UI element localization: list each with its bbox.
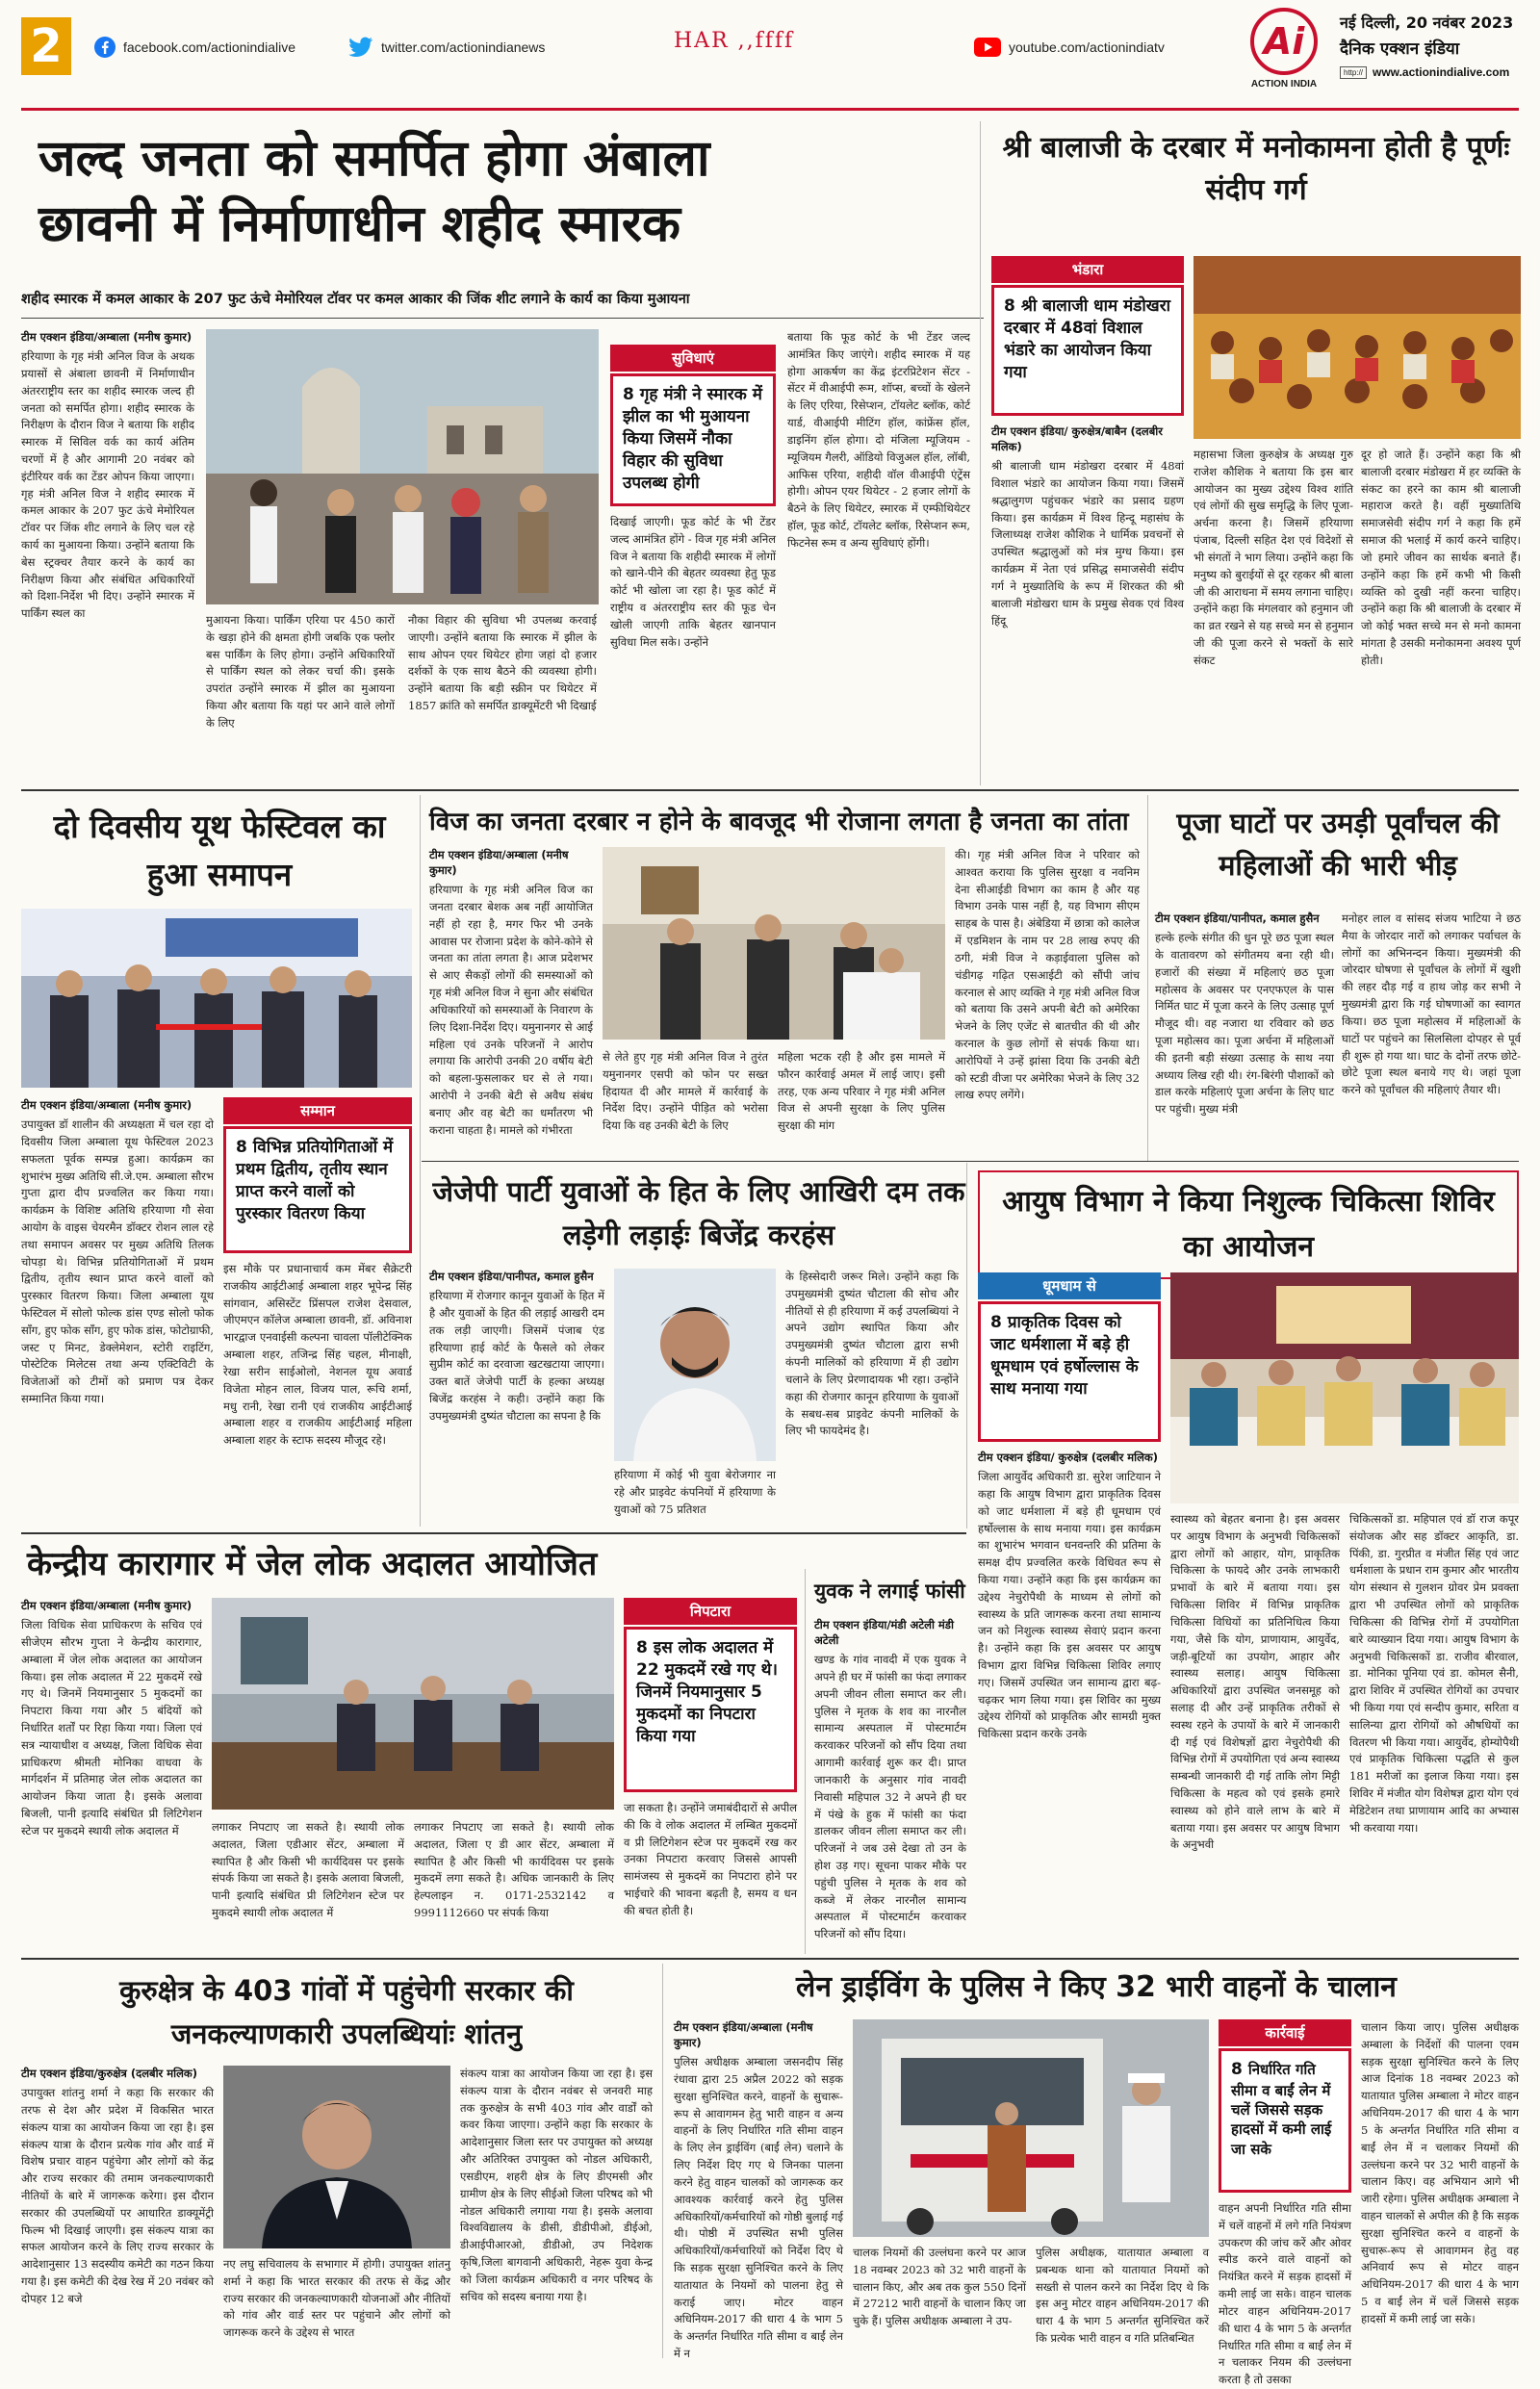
story1-body-2: मुआयना किया। पार्किंग एरिया पर 450 कारों के खड़ा होने की क्षमता होगी जबकि एक फ्लोर बस पार्किंग के लिए होगा। उन्होंने अधिकारियों से पार्किंग स्थल को लेकर चर्चा की। इसके उपरांत उन्होंने स्मारक में झील का मुआयना किया और बताया कि यहां पर आने वाले लोगों के लिए: [206, 613, 395, 730]
story10-headline: [38, 1969, 654, 2056]
story10-body-3: संकल्प यात्रा का आयोजन किया जा रहा है। इस संकल्प यात्रा के दौरान नवंबर से जनवरी माह तक कुरुक्षेत्र के सभी 403 गांव और वार्डों को कवर किया जाएगा। उन्होंने कहा कि सरकार के आदेशानुसार जिला स्तर पर उपायुक्त को अध्यक्ष और अतिरिक्त उपायुक्त को नोडल अधिकारी, एसडीएम, शहरी क्षेत्र के लिए डीएमसी और ग्रामीण क्षेत्र के लिए सीईओ जिला परिषद को भी नोडल अधिकारी लगाया गया है। इसके अलावा विश्वविद्यालय के डीसी, डीडीपीओ, डीईओ, डीआईपीआरओ, डीडीओ, उप निदेशक कृषि,जिला बागवानी अधिकारी, नेहरू युवा केन्द्र को जिला कार्यक्रम अधिकारी व नगर परिषद के सचिव को सदस्य बनाया गया है।: [460, 2067, 653, 2303]
story3-column-2: [223, 1261, 412, 1521]
story4-column-2: [603, 1049, 768, 1155]
story8-photo: [212, 1598, 614, 1810]
story1-column-5: [787, 329, 970, 780]
website-url: www.actionindialive.com: [1373, 65, 1510, 79]
twitter-icon: [348, 37, 373, 58]
column-divider: [420, 795, 421, 1527]
story7-pull-text: प्राकृतिक दिवस को जाट धर्मशाला में बड़े ही धूमधाम एवं हर्षोल्लास के साथ मनाया गया: [990, 1313, 1139, 1399]
memorial-inspection-photo: [206, 329, 599, 604]
browser-icon: http://: [1340, 66, 1367, 79]
story3-headline: दो दिवसीय यूथ फेस्टिवल का हुआ समापन: [53, 808, 386, 893]
column-divider: [662, 1964, 663, 2358]
story11-body-3: पुलिस अधीक्षक, यातायात अम्बाला व प्रबन्धक थाना को यातायात नियमों को सख्ती से पालन करने का निर्देश दिए थे कि इस अनु मोटर वाहन अधिनियम-2017 की धारा 4 के भाग 5 अन्तर्गत सुनिश्चित करें कि प्रत्येक भारी वाहन व गति प्रतिबन्धित: [1036, 2246, 1209, 2346]
section-rule-2: [422, 1161, 1519, 1162]
story3-pull-number: 8: [236, 1138, 247, 1157]
story7-body-2: स्वास्थ्य को बेहतर बनाना है। इस अवसर पर आयुष विभाग के अनुभवी चिकित्सकों द्वारा लोगों को आहार, योग, प्राकृतिक चिकित्सा के फायदे और उनके लाभकारी प्रभावों के बारे में बताया गया। इस चिकित्सा शिविर में विभिन्न प्राकृतिक चिकित्सा विधियों का प्रतिनिधित्व किया गया, जैसे कि योग, प्राणायाम, आयुर्वेद, जड़ी-बूटियों का उपयोग, आहार और स्वास्थ्य सलाह। आयुष चिकित्सा अधिकारियों द्वारा उपस्थित जनसमूह को सलाह दी और उन्हें प्राकृतिक तरीकों से स्वस्थ रहने के उपायों के बारे में जानकारी दी गई एवं विशेषज्ञों द्वारा नेचुरोपैथी की विभिन्न रोगों में उपयोगिता एवं अन्य स्वास्थ्य सम्बन्धी जानकारी दी गई ताकि लोग मिट्टी चिकित्सा के महत्व को एवं इसके हमारे स्वास्थ्य को होने वाले लाभ के बारे में बताया गया। इस अवसर पर आयुष विभाग के अनुभवी: [1170, 1512, 1340, 1852]
story11-body-2: चालक नियमों की उल्लंघना करने पर आज 18 नवम्बर 2023 को 32 भारी वाहनों के चालान किए, और अब तक कुल 550 दिनों में 27212 भारी वाहनों के चालान किए जा चुके हैं। पुलिस अधीक्षक अम्बाला ने उप-: [853, 2246, 1026, 2328]
logo-caption: ACTION INDIA: [1250, 79, 1318, 90]
story2-column-1: [991, 424, 1184, 780]
deputy-commissioner-portrait: [223, 2066, 450, 2248]
story2-pull-quote: [991, 285, 1184, 416]
story5-column-2: [1342, 911, 1521, 1155]
story9-column-1: [814, 1617, 966, 1946]
story1-headline: [38, 127, 1001, 257]
story4-body-4: की। गृह मंत्री अनिल विज ने परिवार को आश्वत कराया कि पुलिस सुरक्षा व नवनिम देना सीआईडी विभाग का काम है और यह विभाग उनके पास नहीं है, यह विभाग सीएम साहब के पास है। अंबेडिया में छात्रा को कालेज में एडमिशन के नाम पर 28 लाख रुपए की ठगी, मंत्री विज ने कड़ाईवाला पुलिस को चंडीगढ़ गढ़ित एसआईटी को सौंपी जांच करनाल से आए व्यक्ति ने गृह मंत्री अनिल विज को बताया कि उसने अपनी बेटी को अमेरिका भेजने के लिए एजेंट से बातचीत की थी और करनाल के कुछ लोगों से संपर्क किया था। आरोपियों ने उन्हें झांसा दिया कि उनकी बेटी को स्टडी वीजा पर अमेरिका भेजने के लिए 32 लाख रुपए लगेंगे।: [955, 848, 1140, 1102]
youtube-link[interactable]: [974, 37, 1165, 58]
story7-column-1: [978, 1450, 1161, 1950]
story7-body-1: जिला आयुर्वेद अधिकारी डा. सुरेश जाटियान ने कहा कि आयुष विभाग द्वारा प्राकृतिक दिवस को जाट धर्मशाला में बड़े ही धूमधाम एवं हर्षोल्लास के साथ मनाया गया। इस कार्यक्रम का शुभारंभ भगवान धनवन्तरि की प्रतिमा के समक्ष दीप प्रज्वलित करके विधिवत रूप से किया गया। उन्होंने कहा कि इस कार्यक्रम का उद्देश्य नेचुरोपैथी के माध्यम से लोगों को स्वास्थ्य के प्रति जागरूक करना तथा सामान्य जन को निशुल्क स्वास्थ्य सेवाएं प्रदान करना है। उन्होंने कहा कि इस अवसर पर आयुष विभाग द्वारा विभिन्न चिकित्सा शिविर लगाए गए। जिसमें उपस्थित जन सामान्य द्वारा बढ़-चढ़कर भाग लिया गया। इस शिविर का मुख्य उद्देश्य रोगियों को प्राकृतिक और सामग्री मुक्त चिकित्सा प्रदान करके उनके: [978, 1470, 1161, 1741]
story7-photo: [1170, 1272, 1519, 1503]
story1-subhead: शहीद स्मारक में कमल आकार के 207 फुट ऊंचे मेमोरियल टॉवर पर कमल आकार की जिंक शीट लगाने के कार्य का किया मुआयना: [21, 292, 690, 307]
story1-tag: सुविधाएं: [610, 345, 776, 372]
lok-adalat-photo: [212, 1598, 614, 1810]
story8-column-2: [212, 1819, 404, 1946]
story10-byline: टीम एक्शन इंडिया/कुरुक्षेत्र (दलबीर मलिक): [21, 2067, 198, 2080]
story11-column-1: [674, 2019, 843, 2360]
story2-column-3: [1361, 447, 1521, 780]
story7-byline: टीम एक्शन इंडिया/ कुरुक्षेत्र (दलबीर मलिक): [978, 1451, 1159, 1464]
story2-column-2: [1194, 447, 1353, 780]
twitter-link[interactable]: [348, 37, 545, 58]
story8-column-4: [624, 1800, 797, 1946]
story1-column-2: [206, 612, 395, 780]
ayush-camp-photo: [1170, 1272, 1519, 1503]
story11-headline: लेन ड्राईविंग के पुलिस ने किए 32 भारी वाहनों के चालान: [796, 1970, 1397, 2004]
facebook-url: facebook.com/actionindialive: [123, 39, 295, 55]
center-mark: HAR ,,ffff: [674, 29, 795, 53]
story1-photo: [206, 329, 599, 604]
story11-body-1: पुलिस अधीक्षक अम्बाला जसनदीप सिंह रंधावा द्वारा 25 अप्रैल 2022 को सड़क सुरक्षा सुनिश्चित करने, वाहनों के सुचारू-रूप से आवागमन हेतु भारी वाहन व अन्य वाहनों के लिए निर्धारित गति सीमा वाहन के लिए लेन ड्राईविंग (बाईं लेन) चलाने के लिए निर्देश दिए गए थे जिनका पालना करने हेतु वाहन चालकों को जागरूक कर आवश्यक कार्रवाई करने हेतु पुलिस अधिकारियों/कर्मचारियों को गोष्ठी बुलाई गई थी। पोष्ठी में उपस्थित सभी पुलिस अधिकारियों/कर्मचारियों को निर्देश दिए थे कि सड़क सुरक्षा सुनिश्चित करने के लिए यातायात के नियमों को पालना हेतु से कराई जाए। मोटर वाहन अधिनियम-2017 की धारा 4 के भाग 5 के अन्तर्गत निर्धारित गति सीमा व बाईं लेन में न: [674, 2055, 843, 2360]
masthead-rule: [21, 108, 1519, 111]
story1-byline: टीम एक्शन इंडिया/अम्बाला (मनीष कुमार): [21, 330, 192, 344]
story7-tag: धूमधाम से: [978, 1272, 1161, 1299]
story10-headline-line2: जनकल्याणकारी उपलब्धियांः शांतनु: [170, 2017, 523, 2050]
story7-pull-number: 8: [990, 1313, 1002, 1332]
story2-pull-number: 8: [1004, 296, 1015, 316]
story2-headline: श्री बालाजी के दरबार में मनोकामना होती है पूर्णः संदीप गर्ग: [1002, 131, 1510, 207]
column-divider: [966, 1163, 967, 1528]
story6-photo: [614, 1269, 776, 1461]
story1-headline-line1: जल्द जनता को समर्पित होगा अंबाला: [38, 130, 710, 188]
story1-column-3: [408, 612, 597, 780]
youtube-url: youtube.com/actionindiatv: [1009, 39, 1165, 55]
story6-body-3: के हिस्सेदारी जरूर मिले। उन्होंने कहा कि उपमुख्यमंत्री दुष्यंत चौटाला की सोच और नीतियों से ही हरियाणा में कई उपलब्धियां ने अपने उद्योग स्थापित किया और उपमुख्यमंत्री दुष्यंत चौटाला द्वारा सभी कंपनी मालिकों को हरियाणा में ही उद्योग चलाने के लिए प्रेरणादायक भी रहा। उन्होंने कहा की रोजगार कानून हरियाणा के युवाओं के सबध-सब प्राइवेट कंपनी मालिकों के लिए भी फायदेमंद है।: [785, 1270, 959, 1438]
story6-column-3: [785, 1269, 959, 1527]
section-rule-4: [21, 1958, 1519, 1960]
story3-tag: सम्मान: [223, 1097, 412, 1124]
traffic-challan-photo: [853, 2019, 1209, 2237]
story4-body-1: हरियाणा के गृह मंत्री अनिल विज का जनता दरबार बेशक अब नहीं आयोजित नहीं हो रहा है, मगर फिर भी उनके आवास पर रोजाना प्रदेश के कोने-कोने से जनता का तांता लगता है। आज प्रदेशभर से आए सैकड़ों लोगों की समस्याओं को गृह मंत्री अनिल विज ने सुना और संबंधित अधिकारियों को समस्याओं के निवारण के लिए दिशा-निर्देश दिए। यमुनानगर से आई महिला एवं उनके परिजनों ने आरोप लगाया कि आरोपी उनकी 20 वर्षीय बेटी को बहला-फुसलाकर घर से ले गया। आरोपी ने उनकी बेटी से अवैध संबंध बनाए और वह बेटी का धर्मांतरण भी कराना चाहता है। मामले को गंभीरता: [429, 883, 593, 1137]
youth-festival-photo: [21, 909, 412, 1088]
column-divider: [980, 121, 981, 785]
story7-headline: आयुष विभाग ने किया निशुल्क चिकित्सा शिविर का आयोजन: [978, 1170, 1519, 1279]
story4-body-2: से लेते हुए गृह मंत्री अनिल विज ने तुरंत यमुनानगर एसपी को फोन पर सख्त हिदायत दी और मामले में कार्रवाई के निर्देश दिए। उन्होंने पीड़ित को भरोसा दिया कि वह उनकी बेटी के लिए: [603, 1050, 768, 1133]
logo: [1242, 8, 1326, 104]
story6-body-1: हरियाणा में रोजगार कानून युवाओं के हित में है और युवाओं के हित की लड़ाई आखरी दम तक लड़ी जाएगी। जिसमें पंजाब एंड हरियाणा हाई कोर्ट के फैसले को लेकर सुप्रीम कोर्ट का दरवाजा खटखटाया जाएगा। उक्त बातें जेजेपी पार्टी के हल्का अध्यक्ष बिजेंद्र करहंस ने कही। उन्होंने कहा कि उपमुख्यमंत्री दुष्यंत चौटाला का सपना है कि: [429, 1289, 604, 1423]
story8-pull-text: इस लोक अदालत में 22 मुकदमें रखे गए थे। जिनमें नियमानुसार 5 मुकदमों का निपटारा किया गया: [636, 1638, 778, 1746]
story4-photo: [603, 847, 945, 1040]
portrait-photo: [614, 1269, 776, 1461]
section-rule-1: [21, 789, 1519, 791]
story9-body-1: खण्ड के गांव नावदी में एक युवक ने अपने ही घर में फांसी का फंदा लगाकर अपनी जीवन लीला समाप्त कर ली। पुलिस ने मृतक के शव का नारनौल सामान्य अस्पताल में पोस्टमार्टम करवाकर परिजनों को सौंप दिया तथा आगामी कार्रवाई शुरू कर दी। प्राप्त जानकारी के अनुसार गांव नावदी निवासी महिपाल 32 ने अपने ही घर में पंखे के हुक में फांसी का फंदा डालकर जीवन लीला समाप्त कर ली। परिजनों ने जब उसे देखा तो उन के होश उड़ गए। सूचना पाकर मौके पर पहुंची पुलिस ने मृतक के शव को कब्जे में लेकर नारनौल सामान्य अस्पताल में पोस्टमार्टम करवाकर परिजनों को सौंप दिया।: [814, 1653, 966, 1941]
story8-tag: निपटारा: [624, 1598, 797, 1625]
story6-column-2: [614, 1467, 776, 1527]
website-link[interactable]: [1340, 65, 1509, 79]
logo-mark: Ai: [1263, 20, 1305, 63]
story4-column-1: [429, 847, 593, 1155]
section-rule-3: [21, 1532, 966, 1534]
story8-body-2: लगाकर निपटाए जा सकते है। स्थायी लोक अदालत, जिला एडीआर सेंटर, अम्बाला में स्थापित है और किसी भी कार्यदिवस पर इसके संपर्क किया जा सकते है। इसके अलावा बिजली, पानी इत्यादि संबंधित प्री लिटिगेशन स्टेज पर मुकदमे स्थायी लोक अदालत में: [212, 1820, 404, 1920]
story1-headline-line2: छावनी में निर्माणाधीन शहीद स्मारक: [38, 194, 680, 253]
story3-photo: [21, 909, 412, 1088]
story11-pull-number: 8: [1231, 2060, 1243, 2079]
story6-byline: टीम एक्शन इंडिया/पानीपत, कमाल हुसैन: [429, 1270, 594, 1283]
story8-pull-quote: [624, 1627, 797, 1792]
story3-body-2: इस मौके पर प्रधानाचार्य कम मेंबर सैक्रेटरी राजकीय आईटीआई अम्बाला शहर भूपेन्द्र सिंह सांगवान, असिस्टेंट प्रिंसपल राजेश देसवाल, जीएमएन कॉलेज अम्बाला छावनी, डॉ. अविनाश भारद्वाज एनवाईसी कल्पना चावला पॉलीटेक्निक अम्बाला शहर, तजिन्द्र सिंह चहल, मीनाक्षी, रेखा सरीन साईओलो, नेशनल यूथ अवार्ड विजेता मोहन लाल, विजय पाल, रूचि शर्मा, मधु रानी, रेखा रानी एवं राजकीय आईटीआई अम्बाला शहर व राजकीय आईटीआई महिला अम्बाला शहर के स्टाफ सदस्य मौजूद रहे।: [223, 1262, 412, 1448]
story6-body-2: हरियाणा में कोई भी युवा बेरोजगार ना रहे और प्राइवेट कंपनियों में हरियाणा के युवाओं को 75 प्रतिशत: [614, 1468, 776, 1516]
story5-body-1: हल्के हल्के संगीत की धुन पूरे छठ पूजा स्थल के वातावरण को संगीतमय बना रही थी। हजारों की संख्या में महिलाएं छठ पूजा महोत्सव के अवसर पर एनएफएल के पास निर्मित घाट में पूजा करने के लिए उत्साह पूर्ण मौजूद थी। वह नजारा था रविवार को छठ पूजा महोत्सव का। पूजा अर्चना में महिलाओं की इतनी बड़ी संख्या उत्साह के साथ नया अध्याय लिख रही थी। रंग-बिरंगी पौशाकों को डाल करके महिलाएं पूजा अर्चना के लिए घाट पर पहुंची। मुख्य मंत्री: [1155, 931, 1334, 1117]
story7-column-2: [1170, 1511, 1340, 1950]
story4-headline: विज का जनता दरबार न होने के बावजूद भी रोजाना लगता है जनता का तांता: [429, 808, 1129, 836]
story1-pull-quote: [610, 373, 776, 506]
story1-subhead-rule: [21, 318, 984, 319]
story10-column-3: [460, 2066, 653, 2354]
story11-pull-quote: [1219, 2048, 1351, 2193]
story1-column-4: [610, 514, 776, 780]
story11-photo: [853, 2019, 1209, 2237]
youtube-icon: [974, 38, 1001, 57]
story7-pull-quote: [978, 1301, 1161, 1442]
story1-column-1: [21, 329, 194, 780]
story2-tag: भंडारा: [991, 256, 1184, 283]
page-number: 2: [21, 17, 71, 75]
story10-photo: [223, 2066, 450, 2248]
facebook-icon: [94, 37, 116, 58]
story8-headline: केन्द्रीय कारागार में जेल लोक अदालत आयोजित: [27, 1545, 598, 1583]
story8-pull-number: 8: [636, 1638, 648, 1657]
story11-column-3: [1361, 2019, 1519, 2354]
story1-body-3: नौका विहार की सुविधा भी उपलब्ध करवाई जाएगी। उन्होंने बताया कि स्मारक में झील के साथ ओपन एयर थियेटर होगा जहां दो हजार दर्शकों के एक साथ बैठने की व्यवस्था होगी। उन्होंने बताया कि बड़ी स्क्रीन पर थियेटर में 1857 क्रांति को समर्पित डाक्यूमेंटरी भी दिखाई: [408, 613, 597, 713]
story5-headline: पूजा घाटों पर उमड़ी पूर्वांचल की महिलाओं की भारी भीड़: [1176, 807, 1500, 882]
story8-column-3: [414, 1819, 614, 1946]
story5-byline: टीम एक्शन इंडिया/पानीपत, कमाल हुसैन: [1155, 912, 1320, 925]
story11-body-4: वाहन अपनी निर्धारित गति सीमा में चलें वाहनों में लगे गति नियंत्रण उपकरण की जांच करें और ओवर स्पीड करने वाले वाहनों को नियंत्रित करने में सड़क हादसों में कमी लाई जा सके। वाहन चालक मोटर वाहन अधिनियम-2017 की धारा 4 के भाग 5 के अन्तर्गत निर्धारित गति सीमा व बाईं लेन में न चलाकर नियम की उल्लंघना करता है तो उसका: [1219, 2201, 1351, 2387]
story10-body-2: नए लघु सचिवालय के सभागार में होगी। उपायुक्त शांतनु शर्मा ने कहा कि भारत सरकार की तरफ से केंद्र और राज्य सरकार की जनकल्याणकारी योजनाओं और नीतियों को गांव और वार्ड स्तर पर पहुंचाने और लोगों को जागरूक करने के उद्देश्य से भारत: [223, 2257, 450, 2340]
story10-headline-line1: कुरुक्षेत्र के 403 गांवों में पहुंचेगी सरकार की: [119, 1974, 574, 2007]
story7-body-3: चिकित्सकों डा. महिपाल एवं डॉ राज कपूर संयोजक और सह डॉक्टर आकृति, डा. पिंकी, डा. गुरप्रीत व मंजीत सिंह एवं जाट धर्मशाला के प्रधान राम कुमार और भारतीय योग संस्थान से गुलशन ग्रोवर प्रेम प्रवक्ता द्वारा भी उपस्थित लोगों को प्राकृतिक चिकित्सा की विभिन्न रोगों में उपयोगिता बारे व्याख्यान दिया गया। आयुष विभाग के अनुभवी चिकित्सकों डा. राजीव बीरवाल, डा. मोनिका पूनिया एवं डा. कोमल सैनी, द्वारा शिविर में उपस्थित रोगियों का उपचार भी किया गया एवं सन्दीप कुमार, सरिता व सालिन्या द्वारा रोगियों को औषधियों का वितरण भी किया गया। आयुर्वेद, होम्योपैथी एवं प्राकृतिक चिकित्सा पद्धति से कुल 181 मरीजों का इलाज किया गया। इस शिविर में मंजीत योग विशेषज्ञ द्वारा योग एवं मेडिटेशन तथा प्राणायाम आदि का अभ्यास भी करवाया गया।: [1349, 1512, 1519, 1835]
story8-body-4: जा सकता है। उन्होंने जमाबंदीदारों से अपील की कि वे लोक अदालत में लम्बित मुकदमों व प्री लिटिगेशन स्टेज पर मुकदमें रख कर उनका निपटारा करवाए जिससे आपसी सामंजस्य से मुकदमें का निपटारा होने पर भाईचारे की भावना बढ़ती है, समय व धन की बचत होती है।: [624, 1801, 797, 1917]
masthead: [0, 0, 1540, 106]
column-divider: [805, 1569, 806, 1954]
story3-column-1: [21, 1097, 214, 1521]
story3-pull-quote: [223, 1126, 412, 1253]
story2-byline: टीम एक्शन इंडिया/ कुरुक्षेत्र/बाबैन (दलबीर मलिक): [991, 424, 1163, 454]
column-divider: [1147, 795, 1148, 1161]
story2-body-1: श्री बालाजी धाम मंडोखरा दरबार में 48वां विशाल भंडारे का आयोजन किया गया। जिसमें श्रद्धालुगण पहुंचकर भंडारे का प्रसाद ग्रहण किया। इस कार्यक्रम में विश्व हिन्दू महासंघ के जिलाध्यक्ष राजेश कौशिक ने धार्मिक प्रवचनों से उपस्थित श्रद्धालुओं को मंत्र मुग्ध किया। इस कार्यक्रम में नेता एवं प्रसिद्ध समाजसेवी संदीप गर्ग ने मुख्यातिथि के रूप में शिरकत की श्री बालाजी मंडोखरा धाम के प्रमुख सेवक एवं विश्व हिंदू: [991, 459, 1184, 628]
story4-column-4: [955, 847, 1140, 1155]
story11-byline: टीम एक्शन इंडिया/अम्बाला (मनीष कुमार): [674, 2020, 813, 2050]
story1-pull-text: गृह मंत्री ने स्मारक में झील का भी मुआयना किया जिसमें नौका विहार की सुविधा उपलब्ध होगी: [623, 385, 762, 493]
story4-byline: टीम एक्शन इंडिया/अम्बाला (मनीष कुमार): [429, 848, 569, 878]
story3-byline: टीम एक्शन इंडिया/अम्बाला (मनीष कुमार): [21, 1098, 192, 1112]
twitter-url: twitter.com/actionindianews: [381, 39, 546, 55]
story8-column-1: [21, 1598, 202, 1946]
story3-pull-text: विभिन्न प्रतियोगिताओं में प्रथम द्वितीय, तृतीय स्थान प्राप्त करने वालों को पुरस्कार वितरण किया: [236, 1138, 394, 1223]
story4-column-3: [778, 1049, 945, 1155]
story7-column-3: [1349, 1511, 1519, 1950]
story5-body-2: मनोहर लाल व सांसद संजय भाटिया ने छठ मैया के जोरदार नारों को लगाकर पर्वाचल के लोगों का अभिनन्दन किया। मुख्यमंत्री की जोरदार घोषणा से पूर्वांचल के लोगों में खुशी की लहर दौड़ गई व हाथ जोड़ कर सभी ने मुख्यमंत्री द्वारा कि गई घोषणाओं का स्वागत किया। छठ पूजा महोत्सव में महिलाओं के घाटों पर पहुंचने का सिलसिला दोपहर से पूर्व ही शुरू हो गया था। घाट के दोनों तरफ छोटे-छोटे पूजा स्थल बनाये गए थे। जहां पूजा करने को पूर्वांचल की महिलाएं तैयार थी।: [1342, 912, 1521, 1097]
story1-pull-number: 8: [623, 385, 634, 404]
story11-body-5: चालान किया जाए। पुलिस अधीक्षक अम्बाला के निर्देशों की पालना एवम सड़क सुरक्षा सुनिश्चित करने के लिए आज दिनांक 18 नवम्बर 2023 को यातायात पुलिस अम्बाला ने मोटर वाहन अधिनियम-2017 की धारा 4 के भाग 5 के अन्तर्गत निर्धारित गति सीमा व बाईं लेन में न चलाकर नियमों की उल्लंघना करने पर 32 भारी वाहनों के चालान किए। वह अभियान आगे भी जारी रहेगा। पुलिस अधीक्षक अम्बाला ने वाहन चालकों से अपील की है कि सड़क सुरक्षा सुनिश्चित करने व वाहनों के सुचारू-रूप से आवागमन हेतु वह अनिवार्य रूप से मोटर वाहन अधिनियम-2017 की धारा 4 के भाग 5 व बाईं लेन में चलें जिससे सड़क हादसों में कमी लाई जा सके।: [1361, 2020, 1519, 2325]
story1-body-4: दिखाई जाएगी। फूड कोर्ट के भी टेंडर जल्द आमंत्रित होंगे - विज गृह मंत्री अनिल विज ने बताया कि शहीदी स्मारक में लोगों को खाने-पीने की बेहतर व्यवस्था हेतु फूड कोर्ट भी खोला जा रहा है। फूड कोर्ट में राष्ट्रीय व अंतरराष्ट्रीय स्तर की फूड चेन खोली जाएगी ताकि बेहतर खानपान सुविधा मिल सके। उन्होंने: [610, 515, 776, 649]
janta-darbar-photo: [603, 847, 945, 1040]
story8-body-3: लगाकर निपटाए जा सकते है। स्थायी लोक अदालत, जिला ए डी आर सेंटर, अम्बाला में स्थापित है और किसी भी कार्यदिवस पर इसके मुकदमें लगा सकते है। अधिक जानकारी के लिए हेल्पलाइन न. 0171-2532142 व 9991112660 पर संपर्क किया: [414, 1820, 614, 1920]
story2-photo: [1194, 256, 1521, 439]
story6-headline: जेजेपी पार्टी युवाओं के हित के लिए आखिरी दम तक लड़ेगी लड़ाईः बिजेंद्र करहंस: [432, 1175, 965, 1251]
story11-pull-text: निर्धारित गति सीमा व बाईं लेन में चलें जिससे सड़क हादसों में कमी लाई जा सके: [1231, 2061, 1332, 2158]
story11-tag: कार्रवाई: [1219, 2019, 1351, 2046]
story5-column-1: [1155, 911, 1334, 1155]
story2-pull-text: श्री बालाजी धाम मंडोखरा दरबार में 48वां विशाल भंडारे का आयोजन किया गया: [1004, 296, 1171, 382]
facebook-link[interactable]: [94, 37, 295, 58]
story10-body-1: उपायुक्त शांतनु शर्मा ने कहा कि सरकार की तरफ से देश और प्रदेश में विकसित भारत संकल्प यात्रा का आयोजन किया जा रहा है। इस संकल्प यात्रा के दौरान प्रत्येक गांव और वार्ड में विशेष प्रचार वाहन पहुंचेगा और लोगों को केंद्र और राज्य सरकार की तमाम जनकल्याणकारी नीतियों के बारे में जागरूक करेगा। इस दौरान सरकार की उपलब्धियों पर आधारित डाक्यूमेंट्री फिल्म भी दिखाई जाएगी। इस संकल्प यात्रा का सफल आयोजन करने के लिए राज्य सरकार के आदेशानुसार 13 सदस्यीय कमेटी का गठन किया गया है। इस कमेटी की देख रेख में 20 नवंबर को दोपहर 12 बजे: [21, 2086, 214, 2305]
story9-byline: टीम एक्शन इंडिया/मंडी अटेली मंडी अटेली: [814, 1618, 954, 1648]
story8-body-1: जिला विधिक सेवा प्राधिकरण के सचिव एवं सीजेएम सौरभ गुप्ता ने केन्द्रीय कारागार, अम्बाला में जेल लोक अदालत का आयोजन किया। इस लोक अदालत में 22 मुकदमें रखे गए थे। जिनमें नियमानुसार 5 मुकदमों का निपटारा किया गया और 5 बंदियों को निर्धारित शर्तों पर रिहा किया गया। जिला एवं सत्र न्यायाधीश व अध्यक्ष, जिला विधिक सेवा प्राधिकरण श्रीमती मोनिका वाधवा के मार्गदर्शन में प्रतिमाह जेल लोक अदालत का आयोजन किया जाता है। इसके अलावा बिजली, पानी इत्यादि संबंधित प्री लिटिगेशन स्टेज पर मुकदमे स्थायी लोक अदालत में: [21, 1618, 202, 1837]
story1-body-5: बताया कि फूड कोर्ट के भी टेंडर जल्द आमंत्रित किए जाएंगे। शहीद स्मारक में यह होगा आकर्षण का केंद्र इंटरप्रिटेशन सेंटर - सेंटर में वीआईपी रूम, शॉप्स, बच्चों के खेलने के लिए एरिया, रिसेप्शन, टॉयलेट ब्लॉक, कोर्ट यार्ड, वीआईपी मीटिंग हॉल, कांफ्रेंस हॉल, डाइनिंग हॉल होगा। दो मंजिला म्यूजियम - म्यूजियम गैलरी, ऑडियो विजुअल हॉल, लॉबी, आफिस एरिया, शहीदी वॉल वीआईपी एंट्रेंस होगी। ओपन एयर थियेटर - 2 हजार लोगों के बैठने के लिए थियेटर, स्मारक में एम्फीथियेटर हॉल, फूड कोर्ट, टॉयलेट ब्लॉक, रिसेप्शन रूम, फिटनेस रूम व अन्य सुविधाएं होंगी।: [787, 330, 970, 550]
story11-caption-2: [1036, 2245, 1209, 2354]
story6-column-1: [429, 1269, 604, 1527]
story4-body-3: महिला भटक रही है और इस मामले में फौरन कार्रवाई अमल में लाई जाए। इसी तरह, एक अन्य परिवार ने गृह मंत्री अनिल विज से अपनी सुरक्षा के लिए पुलिस सुरक्षा की मांग: [778, 1050, 945, 1133]
story1-body-1: हरियाणा के गृह मंत्री अनिल विज के अथक प्रयासों से अंबाला छावनी में निर्माणाधीन अंतरराष्ट्रीय स्तर का शहीद स्मारक जल्द ही जनता को समर्पित होगा। शहीद स्मारक के निरीक्षण के दौरान विज ने बताया कि शहीद स्मारक में सिविल वर्क का कार्य अंतिम चरणों में है और आगामी 20 नवंबर को इंटीरियर वर्क का टेंडर ओपन किया जाएगा। गृह मंत्री अनिल विज ने शहीद स्मारक में कमल आकार के 207 फुट ऊंचे मेमोरियल टॉवर पर जिंक शीट लगाने के लिए चल रहे कार्य का मुआयना किया। उन्होंने बताया कि बेस स्ट्रक्चर तैयार करने के कार्य का निरीक्षण किया और संबंधित अधिकारियों को दिशा-निर्देश भी दिए। उन्होंने स्मारक में पार्किंग स्थल का: [21, 349, 194, 621]
story2-body-2: महासभा जिला कुरुक्षेत्र के अध्यक्ष गुरु राजेश कौशिक ने बताया कि इस बार आयोजन का मुख्य उद्देश्य विश्व शांति एवं लोगों की सुख समृद्धि के लिए पूजा-अर्चना करना है। जिसमें हरियाणा पंजाब, दिल्ली सहित देश एवं विदेशों से भी संगतों ने भाग लिया। उन्होंने कहा कि मनुष्य को बुराईयों से दूर रहकर श्री बाला जी की आराधना में समय लगाना चाहिए। उन्होंने कहा कि मंगलवार को हनुमान जी का व्रत रखने से यह सच्चे मन से हनुमान जी की पूजा करने से भक्तों के सारे संकट: [1194, 448, 1354, 667]
dateline: नई दिल्ली, 20 नवंबर 2023: [1340, 13, 1514, 32]
story2-body-3: दूर हो जाते हैं। उन्होंने कहा कि श्री बालाजी दरबार मंडोखरा में हर व्यक्ति के संकट का हरने का काम श्री बालाजी महाराज करते है। वहीं मुख्यातिथि समाजसेवी संदीप गर्ग ने कहा कि हमें समाज की भलाई में कार्य करने चाहिए। जो हमारे जीवन का सार्थक बनाते हैं। उन्होंने कहा कि हमें कभी भी किसी व्यक्ति को दुखी नहीं करना चाहिए। उन्होंने कहा कि श्री बालाजी के दरबार में जो कोई भक्त सच्चे मन से मनो कामना मांगता है उसकी मनोकामना अवश्य पूर्ण होती।: [1361, 448, 1521, 667]
story11-caption-1: [853, 2245, 1026, 2354]
story3-body-1: उपायुक्त डॉ शालीन की अध्यक्षता में चल रहा दो दिवसीय जिला अम्बाला यूथ फेस्टिवल 2023 सफलता पूर्वक सम्पन्न हुआ। कार्यक्रम का शुभारंभ मुख्य अतिथि सी.जे.एम. अम्बाला सौरभ गुप्ता द्वारा दीप प्रज्वलित कर किया गया। कार्यक्रम के विशिष्ट अतिथि हरियाणा गौ सेवा आयोग के वाइस चेयरमैन डॉक्टर रोशन लाल रहे तथा समापन अवसर पर मुख्य अतिथि तिलक चोपड़ा थे। विभिन्न प्रतियोगिताओं में प्रथम द्वितीय, तृतीय स्थान प्राप्त करने वालों को पुरस्कार वितरण किया। जिला अम्बाला यूथ फेस्टिवल में सोलो फोल्क डांस एण्ड सोलो फोक सॉंग, हुए फोक सॉंग, हुए फोक डांस, फोटोग्राफी, जस्ट ए मिनट, डेक्लेमेशन, स्टोरी राइटिंग, पोस्टेटिक मिलेटस तथा अन्य एक्टिविटी के विजेताओं को टीमों को प्रमाण पत्र देकर सम्मानित किया गया।: [21, 1117, 214, 1406]
paper-name: दैनिक एक्शन इंडिया: [1340, 39, 1460, 59]
story10-column-2: [223, 2256, 450, 2354]
story10-column-1: [21, 2066, 214, 2354]
story11-column-2: [1219, 2200, 1351, 2387]
story9-headline: युवक ने लगाई फांसी: [814, 1580, 965, 1603]
story8-byline: टीम एक्शन इंडिया/अम्बाला (मनीष कुमार): [21, 1599, 192, 1612]
bhandara-gathering-photo: [1194, 256, 1521, 439]
